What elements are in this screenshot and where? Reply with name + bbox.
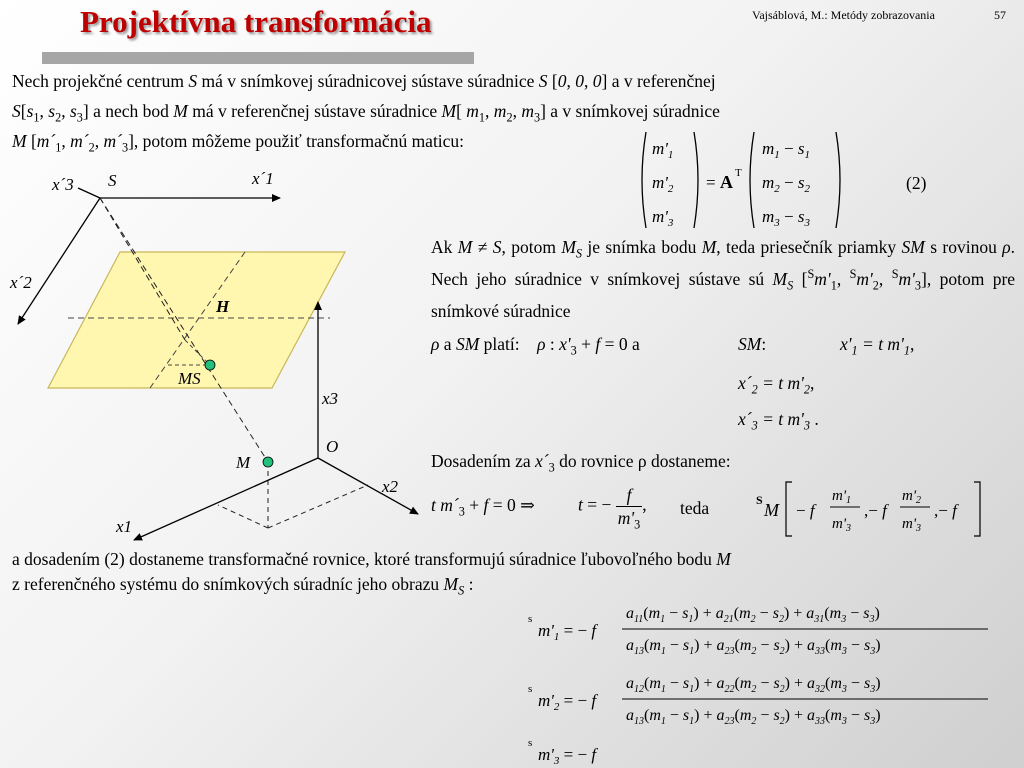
svg-text:s: s — [528, 613, 533, 625]
eq-sm3 — [528, 737, 598, 767]
intro-line-3: M [$m´_1$, $m´_2$, $m´_3$], potom môžeme použiť transformačnú maticu: — [12, 131, 465, 155]
label-x2: x2 — [382, 477, 399, 496]
conclusion-line-2: z referenčného systému do snímkových súradníc jeho obrazu $M_S$ : — [12, 574, 474, 598]
label-m: M — [236, 453, 251, 472]
svg-text:T: T — [735, 167, 742, 179]
point-m — [263, 457, 273, 467]
label-ms: MS — [178, 369, 201, 388]
ms-formula — [752, 478, 988, 540]
point-ms — [205, 360, 215, 370]
svg-text:m'3: $m'_3$ — [832, 516, 852, 534]
svg-text:m3 − s3: $m_3 - s_3$ — [762, 207, 810, 229]
substitution-eq: t $m´_3 + f = 0$ ⇒ — [431, 495, 535, 519]
sm-eq-3: $x´_3 = t$ $m'_3$ . — [738, 409, 819, 433]
label-h: H — [216, 297, 230, 316]
equation-number: (2) — [906, 173, 927, 193]
label-x1-prime: x´1 — [252, 169, 274, 188]
svg-text:m'1: $m'_1$ — [652, 139, 674, 161]
eq-sm2 — [528, 675, 988, 727]
intro-line-1: Nech projekčné centrum S má v snímkovej súradnicovej sústave súradnice S [0, 0, 0] a v referenčnej — [12, 71, 716, 91]
conclusion-line-1: a dosadením (2) dostaneme transformačné rovnice, ktoré transformujú súradnice ľubovoľného bodu M — [12, 549, 731, 569]
projection-figure — [0, 160, 430, 545]
svg-text:m'3 = − f: $m'_3$ = − f — [538, 745, 597, 767]
picture-plane — [48, 252, 345, 388]
svg-text:A: A — [720, 172, 733, 192]
svg-text:− f: − f — [796, 501, 815, 520]
sm-eq-1: $x'_1 = t$ $m'_1$, — [840, 334, 915, 358]
paragraph-text: Ak M ≠ S, potom $M_S$ je snímka bodu M, teda priesečník priamky SM s rovinou ρ. Nech jeho súradnice v snímkovej sústave sú $M_S$ [$^Sm'_1$, $^Sm'_2$, $^Sm'_3$], potom pre snímkové súradnice — [431, 237, 1016, 321]
svg-text:,− f: ,− f — [864, 501, 887, 520]
intro-line-2: $S[s_1$, $s_2$, $s_3$] a nech bod M má v referenčnej sústave súradnice M[ $m_1$, $m_2$, $m_3$] a v snímkovej súradnice — [12, 101, 720, 125]
axis-x2-prime — [18, 198, 100, 324]
title-underline-bar — [42, 52, 474, 64]
svg-text:m'2: $m'_2$ — [902, 488, 922, 506]
svg-text:m'1: $m'_1$ — [832, 488, 852, 506]
svg-text:m'2 = − f: $m'_2$ = − f — [538, 691, 597, 713]
svg-text:=: = — [706, 173, 716, 192]
svg-text:m'3: $m'_3$ — [652, 207, 674, 229]
page-title: Projektívna transformácia — [80, 4, 432, 39]
svg-text:s: s — [528, 737, 533, 749]
svg-text:s: s — [528, 683, 533, 695]
svg-text:S: S — [756, 493, 763, 507]
sm-label: SM: — [738, 334, 767, 354]
paragraph-line-4: ρ a SM platí: ρ : $x'_3 + f = 0$ a — [431, 334, 640, 358]
page-number: 57 — [994, 8, 1006, 22]
label-x1: x1 — [116, 517, 133, 536]
label-x3-prime: x´3 — [52, 175, 74, 194]
svg-text:m'3: $m'_3$ — [902, 516, 922, 534]
svg-text:a13(m1 − s1) + a23(m2 − s2) +: $a_{13}(m_1 - s_1) + a_{23}(m_2 - s_2) + a_{33}(m_3 - s_3)$ — [626, 707, 881, 727]
teda-label: teda — [680, 498, 710, 518]
label-s: S — [108, 171, 117, 190]
sm-eq-2: $x´_2 = t$ $m'_2$, — [738, 373, 815, 397]
svg-text:a12(m1 − s1) + a22(m2 − s2) +: $a_{12}(m_1 - s_1) + a_{22}(m_2 - s_2) + a_{32}(m_3 - s_3)$ — [626, 675, 881, 695]
svg-text:m'2: $m'_2$ — [652, 173, 674, 195]
svg-text:M: M — [764, 500, 779, 520]
label-x2-prime: x´2 — [10, 273, 32, 292]
svg-text:a13(m1 − s1) + a23(m2 − s2) +: $a_{13}(m_1 - s_1) + a_{23}(m_2 - s_2) + a_{33}(m_3 - s_3)$ — [626, 637, 881, 657]
svg-text:m2 − s2: $m_2 - s_2$ — [762, 173, 810, 195]
axis-x2 — [318, 458, 418, 514]
axis-x1 — [134, 458, 318, 540]
svg-text:,− f: ,− f — [934, 501, 957, 520]
t-formula: t = − $\frac{f}{m'_3}$ , — [578, 485, 647, 532]
transformation-equations — [522, 596, 1002, 768]
svg-text:m'1 = − f: $m'_1$ = − f — [538, 621, 597, 643]
eq-sm1 — [528, 605, 988, 657]
substitution-text: Dosadením za $x´_3$ do rovnice ρ dostaneme: — [431, 451, 731, 475]
label-o: O — [326, 437, 339, 456]
svg-text:m1 − s1: $m_1 - s_1$ — [762, 139, 810, 161]
source-citation: Vajsáblová, M.: Metódy zobrazovania — [752, 8, 935, 22]
svg-text:a11(m1 − s1) + a21(m2 − s2) +: $a_{11}(m_1 - s_1) + a_{21}(m_2 - s_2) + a_{31}(m_3 - s_3)$ — [626, 605, 880, 625]
matrix-equation — [636, 128, 846, 232]
label-x3: x3 — [322, 389, 339, 408]
